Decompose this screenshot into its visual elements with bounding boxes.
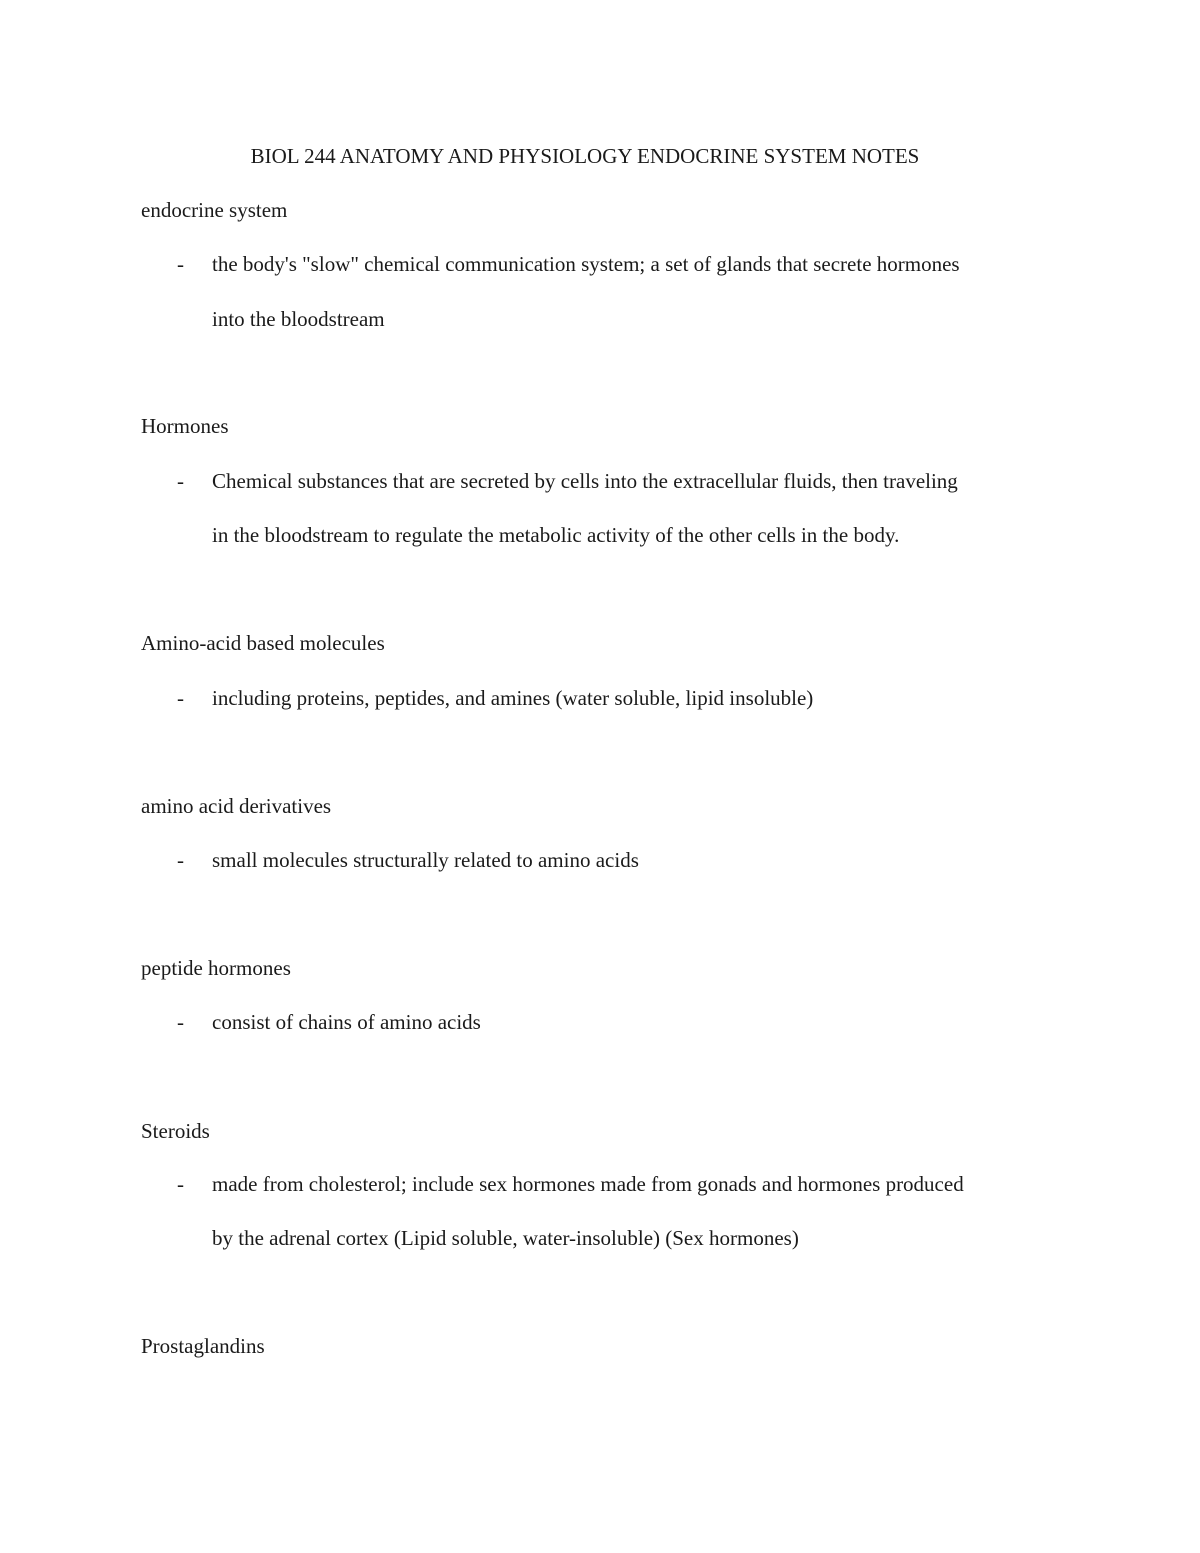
- term-amino-acid-based-molecules: Amino-acid based molecules: [141, 631, 385, 655]
- definition-line: Chemical substances that are secreted by cells into the extracellular fluids, then traveling: [212, 469, 958, 493]
- definition-line: made from cholesterol; include sex hormones made from gonads and hormones produced: [212, 1172, 964, 1196]
- bullet-dash: -: [177, 252, 184, 276]
- document-title: BIOL 244 ANATOMY AND PHYSIOLOGY ENDOCRINE SYSTEM NOTES: [250, 144, 920, 168]
- term-endocrine-system: endocrine system: [141, 198, 288, 222]
- definition-line: by the adrenal cortex (Lipid soluble, water-insoluble) (Sex hormones): [212, 1226, 799, 1250]
- term-hormones: Hormones: [141, 414, 229, 438]
- bullet-dash: -: [177, 1172, 184, 1196]
- bullet-dash: -: [177, 848, 184, 872]
- bullet-dash: -: [177, 469, 184, 493]
- bullet-dash: -: [177, 686, 184, 710]
- term-prostaglandins: Prostaglandins: [141, 1334, 265, 1358]
- term-steroids: Steroids: [141, 1119, 210, 1143]
- definition-line: consist of chains of amino acids: [212, 1010, 481, 1034]
- definition-line: into the bloodstream: [212, 307, 385, 331]
- definition-line: including proteins, peptides, and amines (water soluble, lipid insoluble): [212, 686, 814, 710]
- bullet-dash: -: [177, 1010, 184, 1034]
- definition-line: in the bloodstream to regulate the metabolic activity of the other cells in the body.: [212, 523, 900, 547]
- term-amino-acid-derivatives: amino acid derivatives: [141, 794, 332, 818]
- term-peptide-hormones: peptide hormones: [141, 956, 291, 980]
- definition-line: small molecules structurally related to amino acids: [212, 848, 639, 872]
- definition-line: the body's "slow" chemical communication system; a set of glands that secrete hormones: [212, 252, 960, 276]
